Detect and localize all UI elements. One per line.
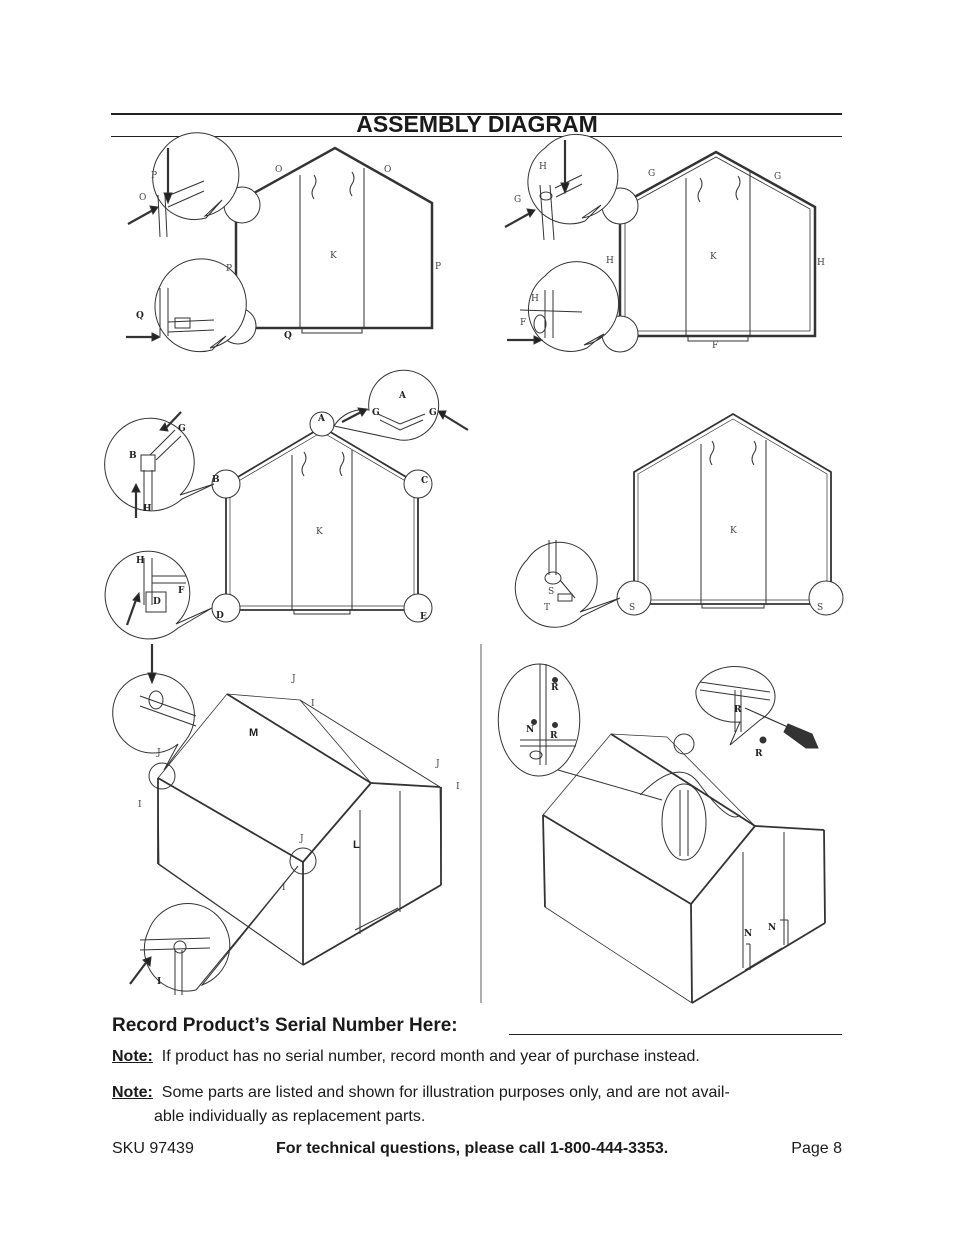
part-label: P bbox=[151, 171, 158, 181]
part-label: R bbox=[551, 683, 559, 693]
note-key: Note: bbox=[112, 1084, 153, 1101]
part-label: P bbox=[226, 264, 233, 274]
part-label: R bbox=[550, 731, 558, 741]
part-label: D bbox=[153, 597, 161, 607]
part-label: G bbox=[372, 408, 380, 418]
part-label: F bbox=[520, 318, 527, 328]
part-label: H bbox=[539, 162, 547, 172]
page-title: ASSEMBLY DIAGRAM bbox=[356, 111, 598, 137]
part-label: J bbox=[436, 759, 440, 769]
footer-page-number: Page 8 bbox=[791, 1140, 842, 1157]
part-label: G bbox=[774, 172, 782, 182]
part-label: P bbox=[435, 262, 442, 272]
part-label: C bbox=[421, 476, 429, 486]
part-label: K bbox=[730, 526, 737, 536]
panel-2-rear-wall bbox=[505, 134, 815, 352]
part-label: K bbox=[710, 252, 717, 262]
part-label: Q bbox=[284, 331, 292, 341]
part-label: I bbox=[456, 782, 460, 792]
panel-6-finished-frame bbox=[498, 664, 825, 1003]
part-label: O bbox=[139, 193, 147, 203]
part-label: H bbox=[606, 256, 614, 266]
part-label: G bbox=[178, 424, 186, 434]
panel-5-roof-3d bbox=[113, 644, 441, 995]
footer-tech-support: For technical questions, please call 1-800-444-3353. bbox=[276, 1140, 669, 1157]
part-label: O bbox=[384, 165, 392, 175]
part-label: I bbox=[157, 977, 162, 987]
part-label: I bbox=[138, 800, 142, 810]
part-label: F bbox=[712, 341, 719, 351]
part-label: L bbox=[353, 839, 360, 851]
footer-sku: SKU 97439 bbox=[112, 1140, 194, 1157]
part-label: A bbox=[318, 414, 325, 424]
part-label: S bbox=[629, 603, 636, 613]
part-label: I bbox=[311, 699, 315, 709]
part-label: D bbox=[216, 611, 224, 621]
part-label: H bbox=[136, 556, 145, 566]
part-label: G bbox=[648, 169, 656, 179]
note-parts bbox=[112, 1081, 842, 1129]
part-label: O bbox=[275, 165, 283, 175]
note-key: Note: bbox=[112, 1048, 153, 1065]
part-label: B bbox=[212, 475, 220, 485]
part-label: G bbox=[514, 195, 522, 205]
part-label: Q bbox=[136, 311, 144, 321]
part-label: R bbox=[734, 705, 742, 715]
note-text: If product has no serial number, record month and year of purchase instead. bbox=[161, 1048, 700, 1065]
part-label: S bbox=[817, 603, 824, 613]
part-label: F bbox=[178, 586, 185, 596]
part-label: I bbox=[282, 883, 286, 893]
part-label: H bbox=[531, 294, 539, 304]
serial-number-label: Record Product’s Serial Number Here: bbox=[112, 1015, 458, 1036]
part-label: N bbox=[768, 923, 777, 933]
part-label: N bbox=[526, 725, 535, 735]
serial-number-line bbox=[509, 1034, 842, 1035]
note-text-line2: able individually as replacement parts. bbox=[154, 1108, 426, 1125]
part-label: N bbox=[744, 929, 753, 939]
panel-4-stakes bbox=[515, 414, 843, 627]
part-label: G bbox=[429, 408, 437, 418]
note-text-line1: Some parts are listed and shown for illustration purposes only, and are not avail- bbox=[161, 1084, 730, 1101]
part-label: K bbox=[316, 527, 323, 537]
part-label: H bbox=[143, 504, 152, 514]
part-label: J bbox=[300, 834, 304, 844]
part-label: E bbox=[420, 612, 427, 622]
part-label: T bbox=[544, 603, 551, 613]
part-label: M bbox=[249, 727, 259, 739]
part-label: A bbox=[399, 391, 406, 401]
part-label: H bbox=[817, 258, 825, 268]
part-label: K bbox=[330, 251, 337, 261]
note-serial bbox=[112, 1045, 842, 1069]
part-label: R bbox=[755, 749, 763, 759]
part-label: S bbox=[548, 587, 555, 597]
part-label: J bbox=[292, 674, 296, 684]
part-label: J bbox=[157, 748, 161, 758]
part-label: B bbox=[129, 451, 137, 461]
